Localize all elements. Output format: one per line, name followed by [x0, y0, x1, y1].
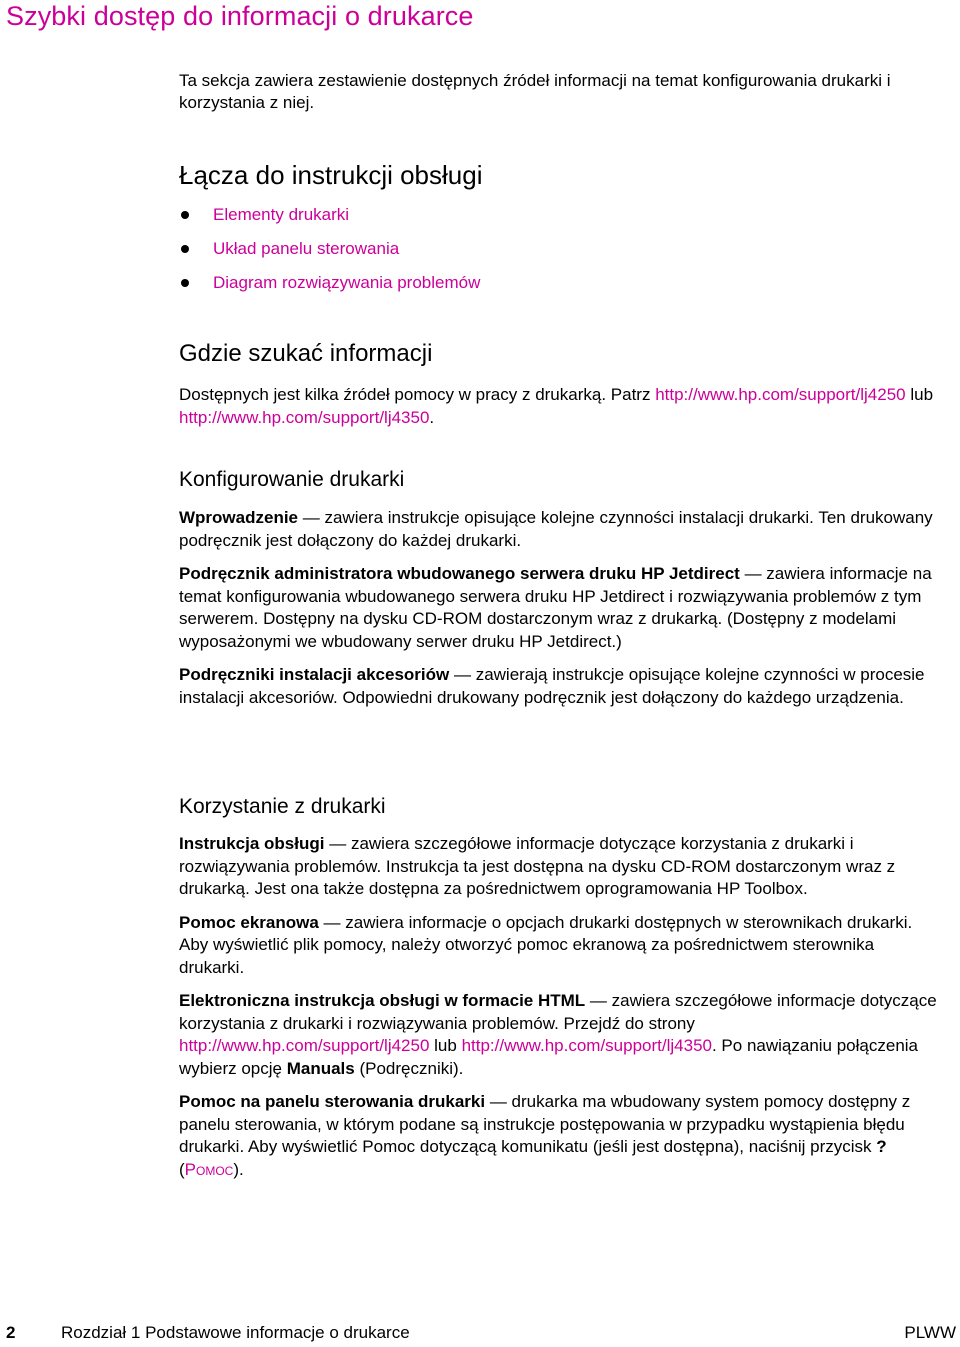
link-diagram-problemow[interactable]: Diagram rozwiązywania problemów — [213, 273, 481, 292]
entry-text: zawiera instrukcje opisujące kolejne czynności instalacji drukarki. Ten drukowany podręcznik jest dołączony do każdej drukarki. — [179, 508, 933, 550]
usage-entries — [179, 833, 939, 1192]
entry-term: Pomoc ekranowa — [179, 912, 319, 932]
config-entry — [179, 664, 939, 709]
usage-entry-html — [179, 990, 939, 1080]
entry-term: Pomoc na panelu sterowania drukarki — [179, 1092, 486, 1111]
entry-term: Elektroniczna instrukcja obsługi w formacie HTML — [179, 991, 586, 1010]
where-text: Dostępnych jest kilka źródeł pomocy w pracy z drukarką. Patrz — [179, 385, 656, 404]
entry-dash: — — [739, 564, 767, 583]
entry-term: Wprowadzenie — [179, 508, 299, 527]
support-link-lj4250[interactable]: http://www.hp.com/support/lj4250 — [179, 1036, 430, 1055]
or-text: lub — [905, 385, 934, 404]
config-entry — [179, 507, 939, 552]
locale-code: PLWW — [904, 1323, 956, 1342]
entry-dash: — — [324, 834, 351, 853]
config-heading: Konfigurowanie drukarki — [179, 468, 405, 491]
bullet-icon — [181, 211, 189, 219]
list-item — [179, 204, 480, 238]
help-button-glyph: ? — [876, 1137, 887, 1156]
period-text: . — [429, 408, 435, 427]
entry-text: zawiera informacje na temat konfigurowania wbudowanego serwera druku HP Jetdirect i rozwiązywania problemów z tym serwerem. Dostępny na dysku CD-ROM dostarczonym wraz z drukarką. (Dostępny z modelami wyposażonymi we wbudowany serwer druku HP Jetdirect.) — [179, 564, 932, 651]
list-item — [179, 272, 480, 306]
where-heading: Gdzie szukać informacji — [179, 340, 433, 367]
entry-dash: — — [318, 912, 346, 932]
link-uklad-panelu[interactable]: Układ panelu sterowania — [213, 239, 400, 258]
entry-text: drukarka ma wbudowany system pomocy dostępny z panelu sterowania, w którym podane są instrukcje postępowania w przypadku wystąpienia błędu drukarki. Aby wyświetlić Pomoc dotyczącą komunikatu (jeśli jest dostępna), naciśnij przycisk — [179, 1092, 911, 1156]
bullet-icon — [181, 279, 189, 287]
entry-text: zawiera informacje o opcjach drukarki dostępnych w sterownikach drukarki. Aby wyświetlić plik pomocy, należy otworzyć pomoc ekranową za pośrednictwem sterownika drukarki. — [179, 912, 913, 977]
entry-dash: — — [485, 1092, 512, 1111]
entry-dash: — — [585, 991, 612, 1010]
entry-term: Podręcznik administratora wbudowanego serwera druku HP Jetdirect — [179, 564, 740, 583]
page-footer — [0, 1317, 960, 1347]
entry-text: zawiera szczegółowe informacje dotyczące korzystania z drukarki i rozwiązywania problemów. Przejdź do strony — [179, 991, 937, 1033]
intro-text: Ta sekcja zawiera zestawienie dostępnych źródeł informacji na temat konfigurowania drukarki i korzystania z niej. — [179, 71, 891, 112]
support-link-lj4250[interactable]: http://www.hp.com/support/lj4250 — [655, 385, 906, 404]
usage-entry-panel — [179, 1091, 939, 1181]
usage-heading: Korzystanie z drukarki — [179, 795, 386, 818]
config-entries — [179, 507, 939, 720]
entry-term: Instrukcja obsługi — [179, 834, 325, 853]
bullet-icon — [181, 245, 189, 253]
support-link-lj4350[interactable]: http://www.hp.com/support/lj4350 — [179, 408, 430, 427]
entry-term: Podręczniki instalacji akcesoriów — [179, 665, 450, 684]
page-title: Szybki dostęp do informacji o drukarce — [6, 1, 474, 31]
entry-text: zawierają instrukcje opisujące kolejne czynności w procesie instalacji akcesoriów. Odpowiedni drukowany podręcznik jest dołączony do każdego urządzenia. — [179, 665, 925, 707]
entry-dash: — — [298, 508, 325, 527]
entry-text: ). — [233, 1159, 244, 1179]
usage-entry — [179, 912, 939, 980]
support-link-lj4350[interactable]: http://www.hp.com/support/lj4350 — [461, 1036, 712, 1055]
config-entry — [179, 563, 939, 653]
or-text: lub — [429, 1036, 462, 1055]
where-paragraph — [179, 383, 944, 429]
help-button-name: Pomoc — [184, 1159, 234, 1179]
entry-text: zawiera szczegółowe informacje dotyczące korzystania z drukarki i rozwiązywania problemów. Instrukcja ta jest dostępna na dysku CD-ROM dostarczonym wraz z drukarką. Jest ona także dostępna za pośrednictwem oprogramowania HP Toolbox. — [179, 834, 896, 898]
entry-dash: — — [449, 665, 476, 684]
list-item — [179, 238, 480, 272]
manuals-option: Manuals — [286, 1058, 355, 1078]
entry-text: ( — [179, 1159, 185, 1179]
entry-text: (Podręczniki). — [354, 1058, 464, 1078]
link-elementy-drukarki[interactable]: Elementy drukarki — [213, 205, 350, 224]
links-heading: Łącza do instrukcji obsługi — [179, 160, 483, 190]
entry-text: . Po nawiązaniu połączenia wybierz opcję — [179, 1036, 919, 1078]
links-list — [179, 204, 480, 306]
usage-entry — [179, 833, 939, 901]
chapter-title: Rozdział 1 Podstawowe informacje o drukarce — [61, 1323, 410, 1342]
page-number: 2 — [6, 1323, 16, 1342]
